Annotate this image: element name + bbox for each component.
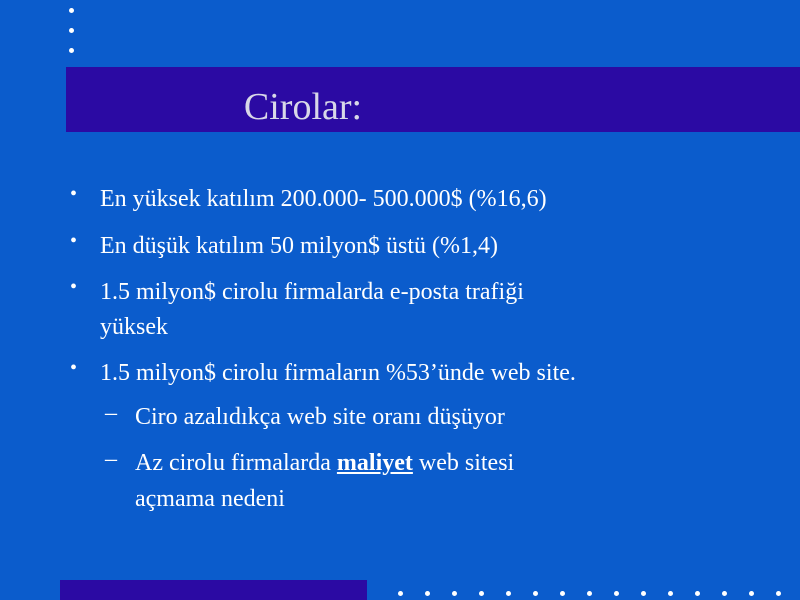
dot-icon	[506, 591, 511, 596]
bullet-dot-icon: •	[70, 357, 78, 379]
bullet-item-3-line2: yüksek	[100, 314, 168, 340]
dot-icon	[614, 591, 619, 596]
dot-icon	[668, 591, 673, 596]
dot-icon	[533, 591, 538, 596]
bullet-dot-icon: •	[70, 230, 78, 252]
dash-icon: –	[105, 446, 117, 472]
dot-icon	[452, 591, 457, 596]
dot-icon	[776, 591, 781, 596]
dot-icon	[695, 591, 700, 596]
bottom-bar	[60, 580, 367, 600]
bullet-item-2: En düşük katılım 50 milyon$ üstü (%1,4)	[100, 233, 498, 259]
sub-item-1: Ciro azalıdıkça web site oranı düşüyor	[135, 404, 505, 430]
dot-icon	[398, 591, 403, 596]
sub-item-2-before: Az cirolu firmalarda	[135, 450, 337, 476]
slide-title: Cirolar:	[243, 86, 363, 128]
dot-icon	[560, 591, 565, 596]
sub-item-2-after: web sitesi	[412, 450, 515, 476]
dash-icon: –	[105, 400, 117, 426]
dot-icon	[425, 591, 430, 596]
sub-item-2-line1	[135, 446, 514, 480]
dot-icon	[69, 48, 74, 53]
dot-icon	[722, 591, 727, 596]
bullet-dot-icon: •	[70, 183, 78, 205]
bullet-item-3-line1: 1.5 milyon$ cirolu firmalarda e-posta trafiği	[100, 279, 524, 305]
bullet-item-1: En yüksek katılım 200.000- 500.000$ (%16,6)	[100, 186, 547, 212]
dot-icon	[749, 591, 754, 596]
dot-icon	[587, 591, 592, 596]
decorative-dots-vertical	[69, 8, 77, 58]
sub-item-2-line2: açmama nedeni	[135, 486, 285, 512]
sub-item-2-emphasis: maliyet	[336, 450, 413, 476]
bullet-dot-icon: •	[70, 276, 78, 298]
dot-icon	[479, 591, 484, 596]
bullet-item-4: 1.5 milyon$ cirolu firmaların %53’ünde web site.	[100, 360, 576, 386]
dot-icon	[69, 28, 74, 33]
dot-icon	[641, 591, 646, 596]
dot-icon	[69, 8, 74, 13]
